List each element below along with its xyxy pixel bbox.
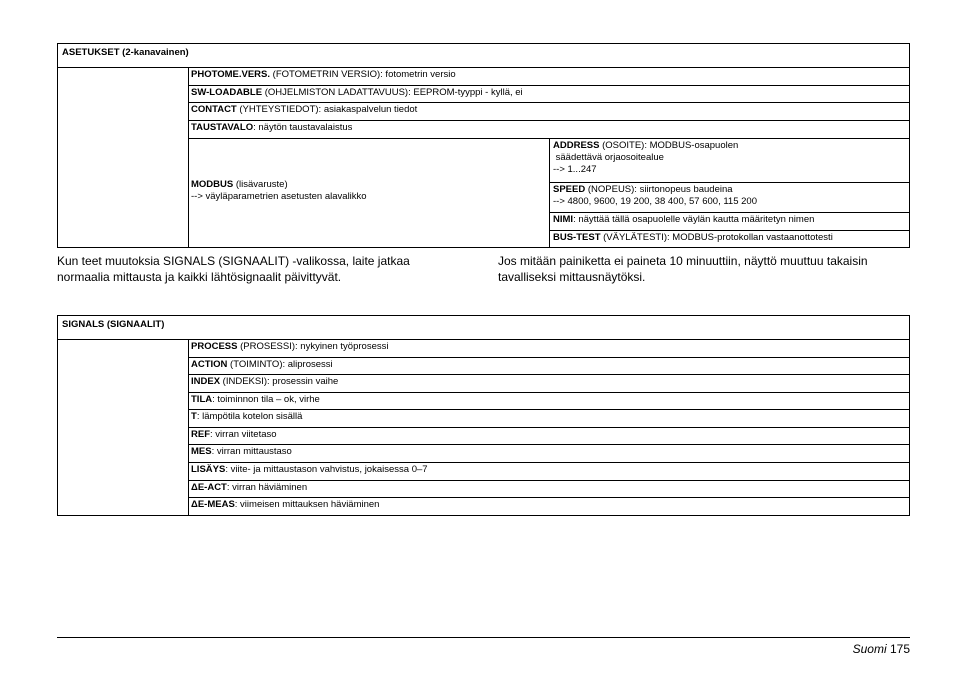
signals-row-lisays: LISÄYS: viite- ja mittaustason vahvistus, jokaisessa 0–7 <box>188 463 909 481</box>
signals-row-de-act: ΔE-ACT: virran häviäminen <box>188 481 909 498</box>
page-footer <box>853 642 910 656</box>
signals-row-process: PROCESS (PROSESSI): nykyinen työprosessi <box>188 340 909 358</box>
modbus-submenu-note: --> väyläparametrien asetusten alavalikko <box>191 191 367 202</box>
signals-row-ref: REF: virran viitetaso <box>188 428 909 445</box>
modbus-label: MODBUS <box>191 179 234 190</box>
signals-table <box>57 315 910 516</box>
settings-row-contact: CONTACT (YHTEYSTIEDOT): asiakaspalvelun tiedot <box>188 103 909 121</box>
settings-row-swloadable: SW-LOADABLE (OHJELMISTON LADATTAVUUS): EEPROM-tyyppi - kyllä, ei <box>188 86 909 103</box>
paragraph-right: Jos mitään painiketta ei paineta 10 minuuttiin, näyttö muuttuu takaisin tavalliseksi mittausnäytöksi. <box>498 254 868 284</box>
paragraph-left: Kun teet muutoksia SIGNALS (SIGNAALIT) -valikossa, laite jatkaa normaalia mittausta ja kaikki lähtösignaalit päivittyvät. <box>57 254 410 284</box>
signals-row-de-meas: ΔE-MEAS: viimeisen mittauksen häviäminen <box>191 499 380 510</box>
signals-row-t: T: lämpötila kotelon sisällä <box>188 410 909 428</box>
footer-language: Suomi <box>852 642 887 656</box>
signals-left-column <box>58 340 189 516</box>
modbus-cell: MODBUS (lisävaruste) --> väyläparametrien asetusten alavalikko <box>188 139 550 248</box>
signals-table-header: SIGNALS (SIGNAALIT) <box>58 316 909 340</box>
modbus-speed-row: SPEED (NOPEUS): siirtonopeus baudeina --> 4800, 9600, 19 200, 38 400, 57 600, 115 200 <box>550 183 909 213</box>
settings-left-column <box>58 68 189 248</box>
settings-table-header: ASETUKSET (2-kanavainen) <box>58 44 909 68</box>
signals-row-tila: TILA: toiminnon tila – ok, virhe <box>188 393 909 410</box>
settings-row-taustavalo: TAUSTAVALO: näytön taustavalaistus <box>188 121 909 139</box>
modbus-address-row: ADDRESS (OSOITE): MODBUS-osapuolen säädettävä orjaosoitealue --> 1...247 <box>550 139 909 183</box>
settings-table <box>57 43 910 248</box>
modbus-bustest-row: BUS-TEST (VÄYLÄTESTI): MODBUS-protokollan vastaanottotesti <box>553 232 833 243</box>
signals-row-action: ACTION (TOIMINTO): aliprosessi <box>188 358 909 375</box>
settings-row-photome: PHOTOME.VERS. (FOTOMETRIN VERSIO): fotometrin versio <box>188 68 909 86</box>
footer-rule <box>57 637 910 638</box>
page-number: 175 <box>889 642 910 656</box>
signals-row-mes: MES: virran mittaustaso <box>188 445 909 463</box>
modbus-nimi-row: NIMI: näyttää tällä osapuolelle väylän kautta määritetyn nimen <box>550 213 909 231</box>
signals-row-index: INDEX (INDEKSI): prosessin vaihe <box>188 375 909 393</box>
